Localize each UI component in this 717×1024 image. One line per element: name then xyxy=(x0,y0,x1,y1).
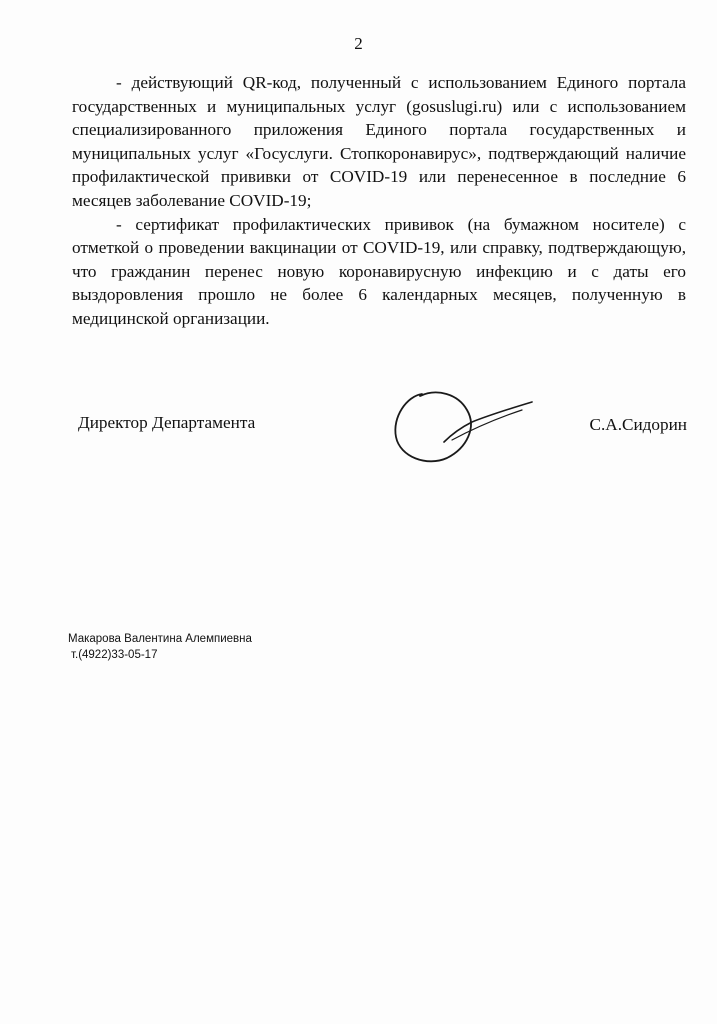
document-body xyxy=(72,71,686,331)
paragraph-certificate: - сертификат профилактических прививок (на бумажном носителе) с отметкой о проведении вакцинации от COVID-19, или справку, подтверждающую, что гражданин перенес новую коронавирусную инфекцию и с даты его выздоровления прошло не более 6 календарных месяцев, полученную в медицинской организации. xyxy=(72,214,686,328)
signer-position: Директор Департамента xyxy=(78,413,256,432)
executor-name: Макарова Валентина Алемпиевна xyxy=(68,633,252,645)
executor-phone: т.(4922)33-05-17 xyxy=(71,649,158,661)
signer-name: С.А.Сидорин xyxy=(589,415,687,434)
paragraph-qr-code: - действующий QR-код, полученный с использованием Единого портала государственных и муниципальных услуг (gosuslugi.ru) или с использованием специализированного приложения Единого портала государственных и муниципальных услуг «Госуслуги. Стопкоронавирус», подтверждающий наличие профилактической прививки от COVID-19 или перенесенное в последние 6 месяцев заболевание COVID-19; xyxy=(72,73,686,210)
page-number: 2 xyxy=(354,34,363,53)
handwritten-signature xyxy=(382,382,542,472)
executor-info xyxy=(68,631,252,663)
